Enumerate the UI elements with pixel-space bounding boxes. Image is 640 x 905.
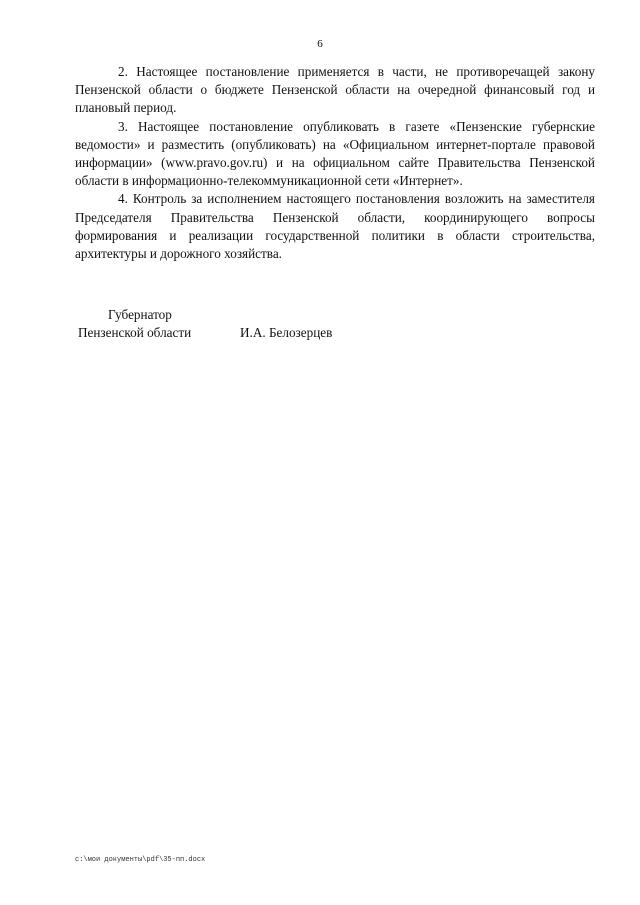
signatory-name: И.А. Белозерцев xyxy=(240,325,333,341)
paragraph-2: 2. Настоящее постановление применяется в части, не противоречащей закону Пензенской области о бюджете Пензенской области на очередной финансовый год и плановый период. xyxy=(75,64,595,116)
file-path-footer: c:\мои документы\pdf\35-пп.docx xyxy=(75,856,206,864)
signature-block xyxy=(78,306,332,342)
signatory-position: Губернатор xyxy=(108,307,172,322)
signature-line xyxy=(78,324,332,342)
paragraph-4: 4. Контроль за исполнением настоящего постановления возложить на заместителя Председателя Правительства Пензенской области, координирующего вопросы формирования и реализации государственной политики в области строительства, архитектуры и дорожного хозяйства. xyxy=(75,191,595,262)
signatory-region: Пензенской области xyxy=(78,325,192,341)
paragraph-3: 3. Настоящее постановление опубликовать в газете «Пензенские губернские ведомости» и разместить (опубликовать) на «Официальном интернет-портале правовой информации» (www.pravo.gov.ru) и на официальном сайте Правительства Пензенской области в информационно-телекоммуникационной сети «Интернет». xyxy=(75,118,595,189)
document-body xyxy=(75,63,595,263)
page-number: 6 xyxy=(317,38,323,50)
